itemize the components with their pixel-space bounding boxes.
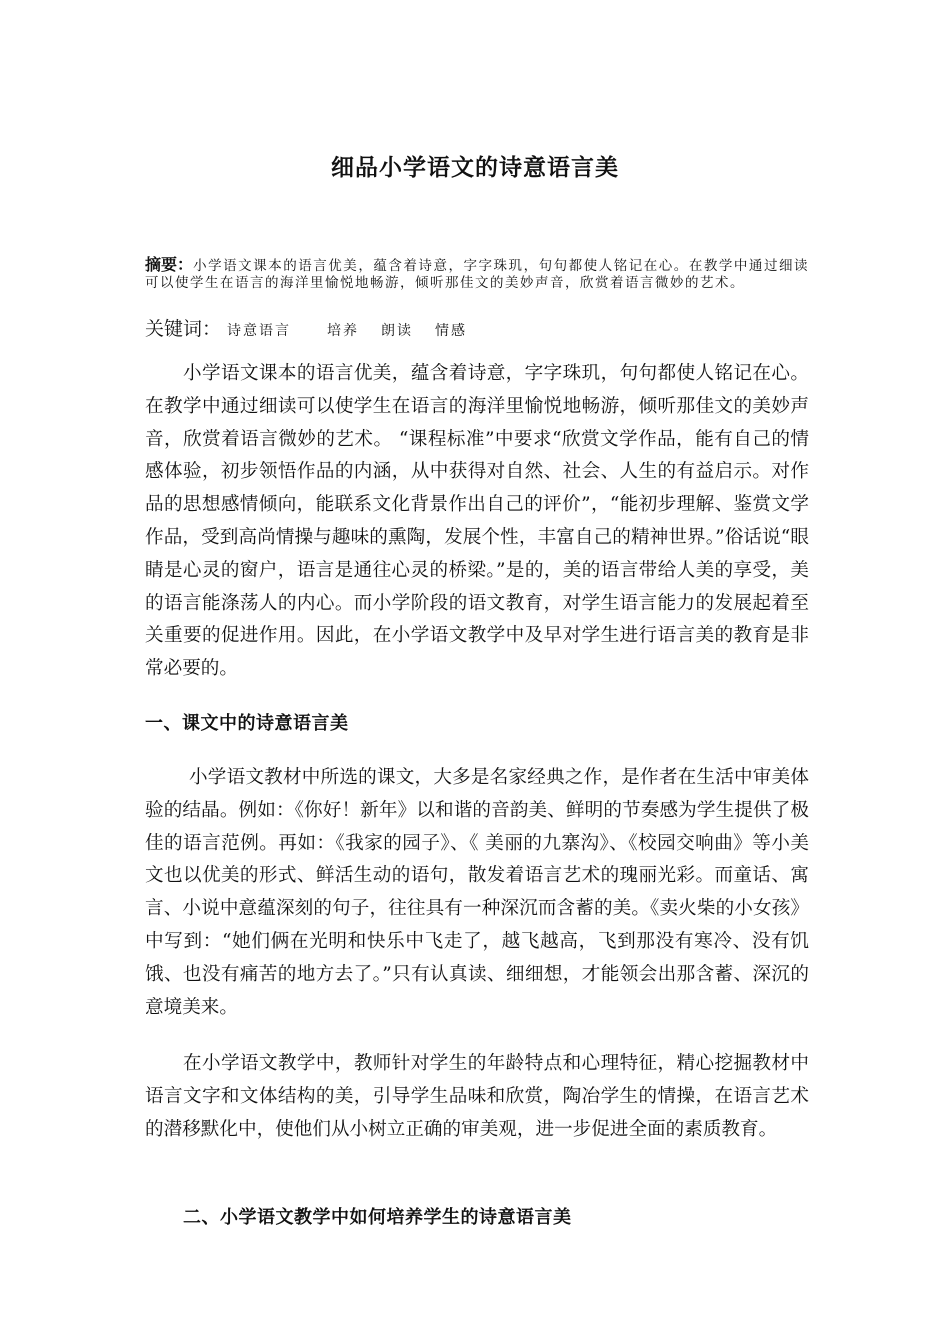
section-heading: 一、课文中的诗意语言美	[145, 713, 349, 734]
abstract-label: 摘要：	[145, 255, 194, 274]
keyword: 培养	[327, 323, 360, 339]
section-heading: 二、小学语文教学中如何培养学生的诗意语言美	[183, 1207, 572, 1228]
keyword: 诗意语言	[227, 323, 292, 339]
body-paragraph: 小学语文课本的语言优美，蕴含着诗意，字字珠玑，句句都使人铭记在心。在教学中通过细读可以使学生在语言的海洋里愉悦地畅游，倾听那佳文的美妙声音，欣赏着语言微妙的艺术。 “课程标准”中要求“欣赏文学作品，能有自己的情感体验，初步领悟作品的内涵，从中获得对自然、社会、人生的有益启示。对作品的思想感情倾向，能联系文化背景作出自己的评价”，“能初步理解、鉴赏文学作品，受到高尚情操与趣味的熏陶，发展个性，丰富自己的精神世界。”俗话说“眼睛是心灵的窗户，语言是通往心灵的桥梁。”是的，美的语言带给人美的享受，美的语言能涤荡人的内心。而小学阶段的语文教育，对学生语言能力的发展起着至关重要的促进作用。因此，在小学语文教学中及早对学生进行语言美的教育是非常必要的。	[145, 363, 809, 680]
abstract-text: 小学语文课本的语言优美，蕴含着诗意，字字珠玑，句句都使人铭记在心。在教学中通过细读可以使学生在语言的海洋里愉悦地畅游，倾听那佳文的美妙声音，欣赏着语言微妙的艺术。	[145, 258, 809, 291]
body-paragraph: 在小学语文教学中，教师针对学生的年龄特点和心理特征，精心挖掘教材中语言文字和文体结构的美，引导学生品味和欣赏，陶冶学生的情操，在语言艺术的潜移默化中，使他们从小树立正确的审美观，进一步促进全面的素质教育。	[145, 1053, 809, 1140]
keywords	[145, 316, 467, 344]
abstract	[145, 256, 809, 292]
keyword: 情感	[435, 323, 468, 339]
keywords-label: 关键词：	[145, 318, 222, 340]
keyword: 朗读	[381, 323, 414, 339]
body-paragraph: 小学语文教材中所选的课文，大多是名家经典之作，是作者在生活中审美体验的结晶。例如：《你好！新年》以和谐的音韵美、鲜明的节奏感为学生提供了极佳的语言范例。再如：《我家的园子》、《 美丽的九寨沟》、《校园交响曲》等小美文也以优美的形式、鲜活生动的语句，散发着语言艺术的瑰丽光彩。而童话、寓言、小说中意蕴深刻的句子，往往具有一种深沉而含蓄的美。《卖火柴的小女孩》中写到：“她们俩在光明和快乐中飞走了，越飞越高，飞到那没有寒冷、没有饥饿、也没有痛苦的地方去了。”只有认真读、细细想，才能领会出那含蓄、深沉的意境美来。	[145, 767, 809, 1018]
document-title: 细品小学语文的诗意语言美	[331, 154, 619, 181]
